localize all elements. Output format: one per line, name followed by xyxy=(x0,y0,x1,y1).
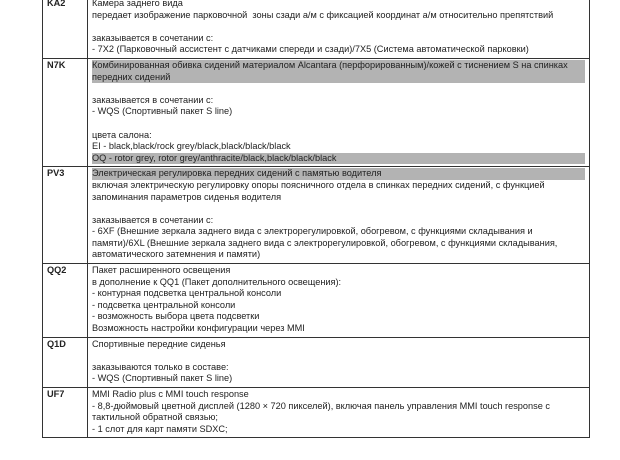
description-line: EI - black,black/rock grey/black,black/black/black xyxy=(92,141,291,152)
options-table xyxy=(42,0,590,438)
highlighted-description-line: Электрическая регулировка передних сидений с памятью водителя xyxy=(92,168,585,180)
description-line: Пакет расширенного освещения xyxy=(92,265,231,276)
description-line: Спортивные передние сиденья xyxy=(92,338,226,349)
option-description xyxy=(88,337,590,387)
description-line: - подсветка центральной консоли xyxy=(92,299,236,310)
description-line: заказываются только в составе: xyxy=(92,361,229,372)
description-line: заказывается в сочетании с: xyxy=(92,94,214,105)
option-code: N7K xyxy=(43,58,88,166)
description-line: цвета салона: xyxy=(92,129,152,140)
option-row-n7k xyxy=(43,58,590,166)
option-code: Q1D xyxy=(43,337,88,387)
description-line xyxy=(92,350,585,362)
option-description xyxy=(88,167,590,264)
description-line: включая электрическую регулировку опоры поясничного отдела в спинках передних сидений, с функцией запоминания параметров сиденья водителя xyxy=(92,179,548,202)
option-code: UF7 xyxy=(43,388,88,438)
description-line: в дополнение к QQ1 (Пакет дополнительного освещения): xyxy=(92,276,342,287)
highlighted-description-line: OQ - rotor grey, rotor grey/anthracite/black,black/black/black xyxy=(92,153,585,165)
description-line: заказывается в сочетании с: xyxy=(92,32,214,43)
option-code: PV3 xyxy=(43,167,88,264)
highlighted-description-line: Комбинированная обивка сидений материалом Alcantara (перфорированным)/кожей с тиснением S на спинках передних сидений xyxy=(92,60,585,83)
description-line: - WQS (Спортивный пакет S line) xyxy=(92,373,233,384)
description-line: - 7X2 (Парковочный ассистент с датчиками спереди и сзади)/7X5 (Система автоматической парковки) xyxy=(92,44,529,55)
option-description xyxy=(88,58,590,166)
description-line: заказывается в сочетании с: xyxy=(92,214,214,225)
option-code: KA2 xyxy=(43,0,88,58)
description-line xyxy=(92,203,585,215)
description-line: передает изображение парковочной зоны сзади а/м с фиксацией координат а/м относительно препятствий xyxy=(92,9,554,20)
option-code: QQ2 xyxy=(43,264,88,338)
description-line xyxy=(92,118,585,130)
options-table-body xyxy=(43,0,590,438)
description-line: - 8,8-дюймовый цветной дисплей (1280 × 720 пикселей), включая панель управления MMI touch response с тактильной обратной связью; xyxy=(92,400,553,423)
option-row-q1d xyxy=(43,337,590,387)
option-row-ka2 xyxy=(43,0,590,58)
option-description xyxy=(88,388,590,438)
option-row-pv3 xyxy=(43,167,590,264)
option-description xyxy=(88,264,590,338)
option-row-uf7 xyxy=(43,388,590,438)
description-line xyxy=(92,83,585,95)
description-line: MMI Radio plus с MMI touch response xyxy=(92,389,249,399)
description-line: - контурная подсветка центральной консоли xyxy=(92,288,282,299)
description-line xyxy=(92,21,585,33)
option-description xyxy=(88,0,590,58)
description-line: - возможность выбора цвета подсветки xyxy=(92,311,260,322)
description-line: - 1 слот для карт памяти SDXC; xyxy=(92,423,228,434)
description-line: - 6XF (Внешние зеркала заднего вида с электрорегулировкой, обогревом, с функциями складывания и памяти)/6XL (Внешние зеркала заднего вида с электрорегулировкой, обогревом, с функциями складывания, автоматического затемнения и памяти) xyxy=(92,226,560,260)
description-line: Возможность настройки конфигурации через MMI xyxy=(92,323,305,334)
description-line: Камера заднего вида xyxy=(92,0,183,8)
option-row-qq2 xyxy=(43,264,590,338)
description-line: - WQS (Спортивный пакет S line) xyxy=(92,106,233,117)
